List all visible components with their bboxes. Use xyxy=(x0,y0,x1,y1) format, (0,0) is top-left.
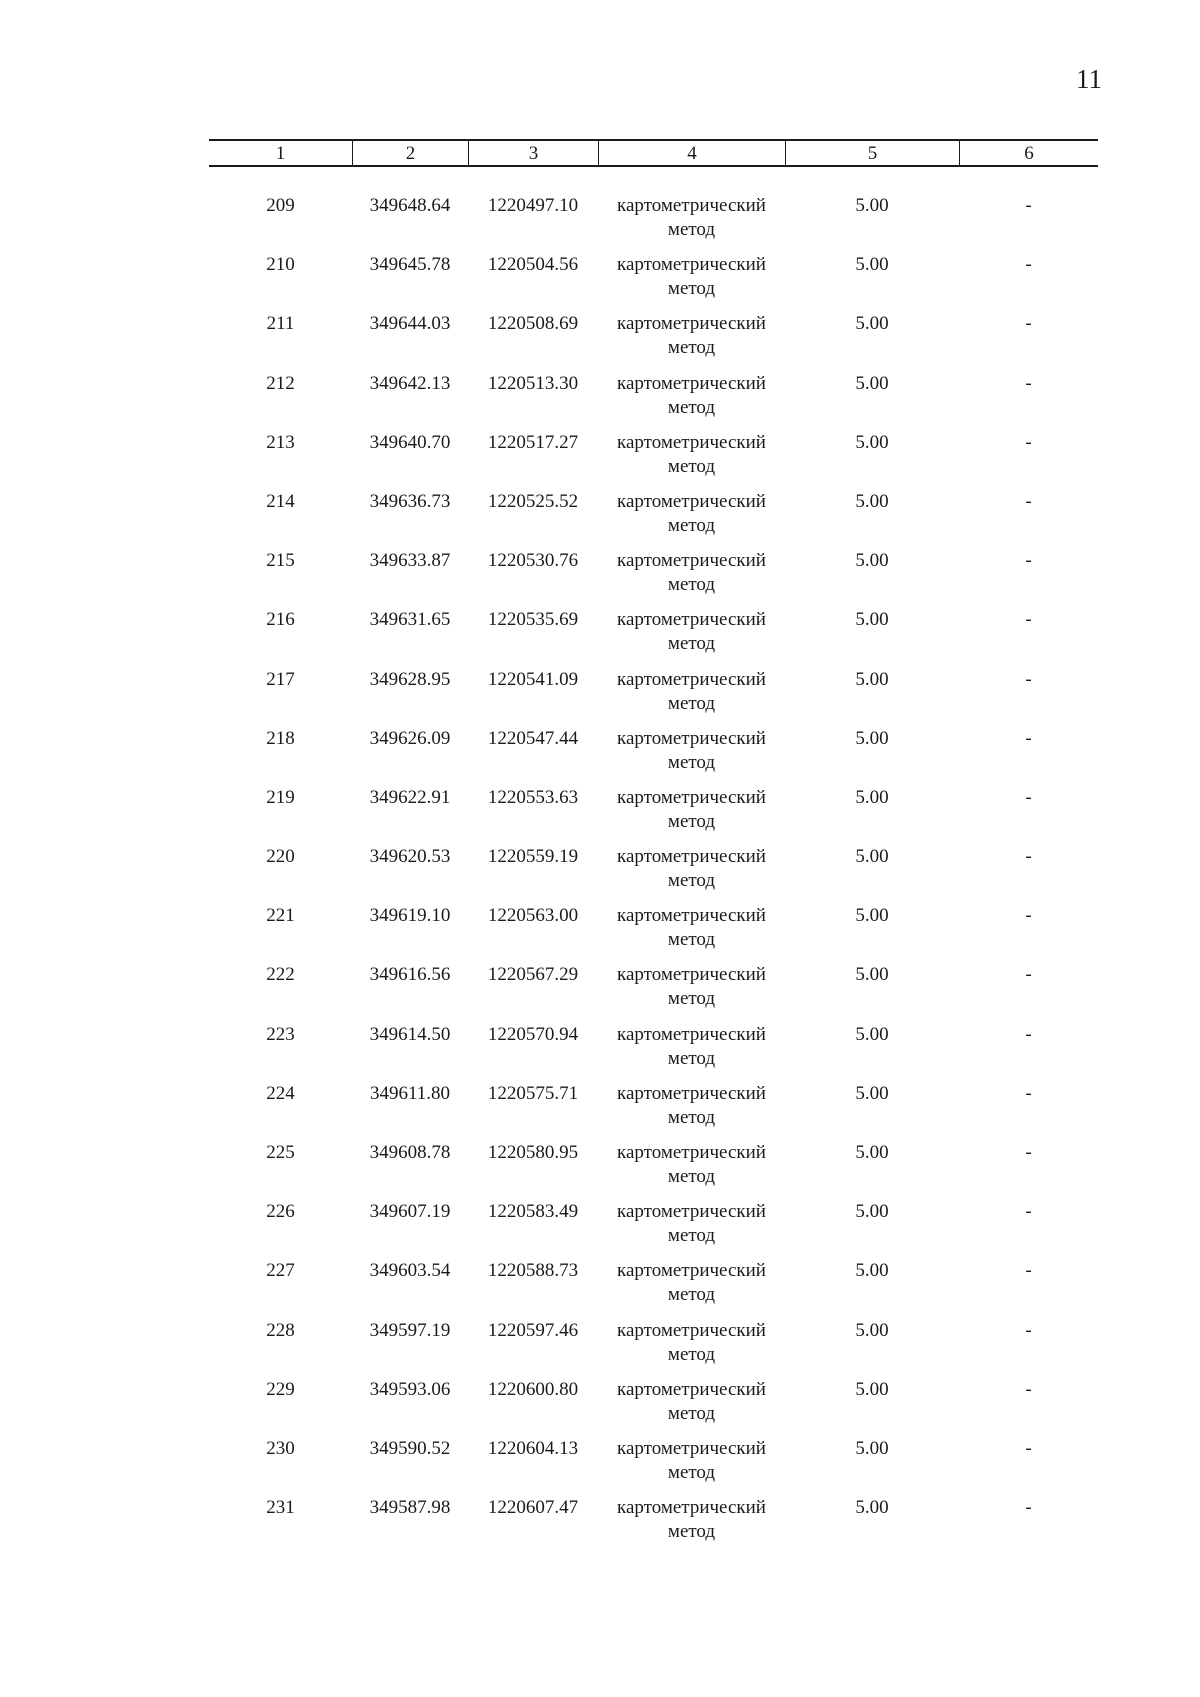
coordinate-y-cell: 1220497.10 xyxy=(487,195,579,216)
coordinate-x-cell: 349636.73 xyxy=(369,490,451,512)
point-number-cell: 228 xyxy=(266,1319,295,1341)
method-line-1: картометрический xyxy=(617,431,766,453)
coordinate-x-cell: 349608.78 xyxy=(369,1142,451,1163)
coordinate-y-cell: 1220583.49 xyxy=(487,1201,579,1223)
method-line-2: метод xyxy=(667,1521,716,1543)
method-line-1: картометрический xyxy=(617,195,766,216)
column-header-5: 5 xyxy=(785,141,959,165)
method-cell xyxy=(598,549,785,608)
method-cell xyxy=(598,1319,785,1378)
coordinate-y-cell: 1220588.73 xyxy=(487,1260,579,1282)
coordinate-y-cell: 1220530.76 xyxy=(487,550,579,572)
note-cell: - xyxy=(1025,964,1032,986)
method-cell xyxy=(598,845,785,904)
coordinate-x-cell: 349648.64 xyxy=(369,195,451,216)
note-cell: - xyxy=(1025,668,1032,690)
column-header-1: 1 xyxy=(275,142,286,164)
accuracy-cell: 5.00 xyxy=(855,1082,889,1104)
coordinate-y-cell: 1220553.63 xyxy=(487,786,579,808)
note-cell: - xyxy=(1025,431,1032,453)
point-number-cell: 216 xyxy=(266,609,295,631)
method-line-2: метод xyxy=(667,1461,716,1483)
method-line-1: картометрический xyxy=(617,1437,766,1459)
method-line-2: метод xyxy=(667,988,716,1010)
method-line-1: картометрический xyxy=(617,786,766,808)
point-number-cell: 219 xyxy=(266,786,295,808)
coordinate-x-cell: 349645.78 xyxy=(369,254,451,276)
method-cell xyxy=(598,253,785,312)
coordinate-y-cell: 1220567.29 xyxy=(487,964,579,986)
coordinate-x-cell: 349597.19 xyxy=(369,1319,451,1341)
point-number-cell: 229 xyxy=(266,1378,295,1400)
coordinate-x-cell: 349619.10 xyxy=(369,905,451,927)
method-cell xyxy=(598,1200,785,1259)
coordinate-y-cell: 1220525.52 xyxy=(487,490,579,512)
method-cell xyxy=(598,727,785,786)
method-cell xyxy=(598,372,785,431)
coordinate-x-cell: 349631.65 xyxy=(369,609,451,631)
column-header-3: 3 xyxy=(468,141,598,165)
coordinate-x-cell: 349628.95 xyxy=(369,668,451,690)
method-cell xyxy=(598,1141,785,1200)
method-line-1: картометрический xyxy=(617,846,766,868)
point-number-cell: 218 xyxy=(266,727,295,749)
method-cell xyxy=(598,1496,785,1555)
point-number-cell: 226 xyxy=(266,1201,295,1223)
table-row xyxy=(209,1023,1098,1082)
coordinate-y-cell: 1220600.80 xyxy=(487,1378,579,1400)
method-line-2: метод xyxy=(667,455,716,477)
point-number-cell: 213 xyxy=(266,431,295,453)
method-line-2: метод xyxy=(667,751,716,773)
accuracy-cell: 5.00 xyxy=(855,846,889,868)
column-header-6: 6 xyxy=(959,141,1098,165)
method-line-1: картометрический xyxy=(617,609,766,631)
method-line-1: картометрический xyxy=(617,313,766,335)
note-cell: - xyxy=(1025,195,1032,216)
table-row xyxy=(209,312,1098,371)
table-row xyxy=(209,786,1098,845)
method-line-1: картометрический xyxy=(617,372,766,394)
coordinate-y-cell: 1220517.27 xyxy=(487,431,579,453)
method-line-1: картометрический xyxy=(617,668,766,690)
method-line-1: картометрический xyxy=(617,1260,766,1282)
coordinate-x-cell: 349590.52 xyxy=(369,1437,451,1459)
point-number-cell: 223 xyxy=(266,1023,295,1045)
coordinate-y-cell: 1220508.69 xyxy=(487,313,579,335)
method-line-2: метод xyxy=(667,1343,716,1365)
accuracy-cell: 5.00 xyxy=(855,431,889,453)
coordinate-x-cell: 349611.80 xyxy=(369,1082,451,1104)
coordinate-x-cell: 349603.54 xyxy=(369,1260,451,1282)
coordinate-y-cell: 1220559.19 xyxy=(487,846,579,868)
table-row xyxy=(209,845,1098,904)
note-cell: - xyxy=(1025,372,1032,394)
note-cell: - xyxy=(1025,1260,1032,1282)
accuracy-cell: 5.00 xyxy=(855,1497,889,1519)
method-cell xyxy=(598,904,785,963)
method-cell xyxy=(598,1082,785,1141)
coordinate-y-cell: 1220580.95 xyxy=(487,1142,579,1163)
coordinate-y-cell: 1220535.69 xyxy=(487,609,579,631)
note-cell: - xyxy=(1025,313,1032,335)
method-line-1: картометрический xyxy=(617,490,766,512)
accuracy-cell: 5.00 xyxy=(855,372,889,394)
accuracy-cell: 5.00 xyxy=(855,668,889,690)
coordinates-table xyxy=(209,139,1098,167)
method-line-1: картометрический xyxy=(617,1023,766,1045)
method-line-2: метод xyxy=(667,396,716,418)
coordinate-y-cell: 1220541.09 xyxy=(487,668,579,690)
table-row xyxy=(209,1378,1098,1437)
method-line-1: картометрический xyxy=(617,1378,766,1400)
coordinate-x-cell: 349622.91 xyxy=(369,786,451,808)
note-cell: - xyxy=(1025,1023,1032,1045)
point-number-cell: 212 xyxy=(266,372,295,394)
method-cell xyxy=(598,312,785,371)
note-cell: - xyxy=(1025,1319,1032,1341)
note-cell: - xyxy=(1025,490,1032,512)
table-row xyxy=(209,1437,1098,1496)
table-row xyxy=(209,490,1098,549)
coordinate-y-cell: 1220607.47 xyxy=(487,1497,579,1519)
point-number-cell: 230 xyxy=(266,1437,295,1459)
point-number-cell: 221 xyxy=(266,905,295,927)
note-cell: - xyxy=(1025,846,1032,868)
note-cell: - xyxy=(1025,1201,1032,1223)
table-row xyxy=(209,194,1098,253)
note-cell: - xyxy=(1025,727,1032,749)
accuracy-cell: 5.00 xyxy=(855,490,889,512)
point-number-cell: 224 xyxy=(266,1082,295,1104)
accuracy-cell: 5.00 xyxy=(855,905,889,927)
method-line-1: картометрический xyxy=(617,964,766,986)
accuracy-cell: 5.00 xyxy=(855,254,889,276)
table-row xyxy=(209,1496,1098,1555)
point-number-cell: 211 xyxy=(266,313,295,335)
table-row xyxy=(209,431,1098,490)
method-line-2: метод xyxy=(667,1166,716,1187)
method-line-2: метод xyxy=(667,514,716,536)
method-cell xyxy=(598,668,785,727)
table-row xyxy=(209,727,1098,786)
note-cell: - xyxy=(1025,254,1032,276)
method-cell xyxy=(598,194,785,253)
point-number-cell: 209 xyxy=(266,195,295,216)
note-cell: - xyxy=(1025,1497,1032,1519)
coordinate-x-cell: 349642.13 xyxy=(369,372,451,394)
method-line-2: метод xyxy=(667,1284,716,1306)
method-line-2: метод xyxy=(667,633,716,655)
method-line-2: метод xyxy=(667,692,716,714)
accuracy-cell: 5.00 xyxy=(855,964,889,986)
table-row xyxy=(209,1200,1098,1259)
method-line-2: метод xyxy=(667,278,716,300)
coordinate-x-cell: 349614.50 xyxy=(369,1023,451,1045)
table-row xyxy=(209,668,1098,727)
method-line-2: метод xyxy=(667,1047,716,1069)
coordinate-y-cell: 1220570.94 xyxy=(487,1023,579,1045)
point-number-cell: 217 xyxy=(266,668,295,690)
page-number: 11 xyxy=(1076,64,1102,94)
method-line-2: метод xyxy=(667,870,716,892)
method-line-2: метод xyxy=(667,574,716,596)
coordinate-x-cell: 349587.98 xyxy=(369,1497,451,1519)
accuracy-cell: 5.00 xyxy=(855,786,889,808)
point-number-cell: 231 xyxy=(266,1497,295,1519)
coordinate-x-cell: 349644.03 xyxy=(369,313,451,335)
note-cell: - xyxy=(1025,609,1032,631)
method-cell xyxy=(598,786,785,845)
accuracy-cell: 5.00 xyxy=(855,195,889,216)
point-number-cell: 215 xyxy=(266,550,295,572)
coordinate-x-cell: 349640.70 xyxy=(369,431,451,453)
table-row xyxy=(209,1319,1098,1378)
coordinate-y-cell: 1220597.46 xyxy=(487,1319,579,1341)
method-cell xyxy=(598,1259,785,1318)
accuracy-cell: 5.00 xyxy=(855,1378,889,1400)
note-cell: - xyxy=(1025,550,1032,572)
method-line-1: картометрический xyxy=(617,1201,766,1223)
method-line-2: метод xyxy=(667,1402,716,1424)
point-number-cell: 220 xyxy=(266,846,295,868)
table-row xyxy=(209,608,1098,667)
coordinate-x-cell: 349626.09 xyxy=(369,727,451,749)
coordinate-x-cell: 349607.19 xyxy=(369,1201,451,1223)
table-row xyxy=(209,904,1098,963)
accuracy-cell: 5.00 xyxy=(855,1260,889,1282)
coordinate-y-cell: 1220513.30 xyxy=(487,372,579,394)
method-line-2: метод xyxy=(667,810,716,832)
table-row xyxy=(209,963,1098,1022)
accuracy-cell: 5.00 xyxy=(855,1142,889,1163)
accuracy-cell: 5.00 xyxy=(855,1437,889,1459)
table-row xyxy=(209,253,1098,312)
table-row xyxy=(209,549,1098,608)
point-number-cell: 214 xyxy=(266,490,295,512)
column-header-4: 4 xyxy=(598,141,785,165)
note-cell: - xyxy=(1025,1437,1032,1459)
coordinate-x-cell: 349616.56 xyxy=(369,964,451,986)
method-line-2: метод xyxy=(667,1106,716,1128)
note-cell: - xyxy=(1025,786,1032,808)
point-number-cell: 210 xyxy=(266,254,295,276)
coordinate-x-cell: 349620.53 xyxy=(369,846,451,868)
method-line-2: метод xyxy=(667,337,716,359)
note-cell: - xyxy=(1025,1082,1032,1104)
note-cell: - xyxy=(1025,905,1032,927)
method-cell xyxy=(598,1378,785,1437)
accuracy-cell: 5.00 xyxy=(855,313,889,335)
coordinate-x-cell: 349633.87 xyxy=(369,550,451,572)
point-number-cell: 225 xyxy=(266,1142,295,1163)
method-cell xyxy=(598,1437,785,1496)
table-header xyxy=(209,139,1098,167)
table-row xyxy=(209,372,1098,431)
table-row xyxy=(209,1082,1098,1141)
method-line-1: картометрический xyxy=(617,254,766,276)
coordinate-y-cell: 1220563.00 xyxy=(487,905,579,927)
accuracy-cell: 5.00 xyxy=(855,550,889,572)
column-header-2: 2 xyxy=(352,141,468,165)
method-line-1: картометрический xyxy=(617,905,766,927)
method-line-1: картометрический xyxy=(617,1497,766,1519)
table-row xyxy=(209,1141,1098,1200)
point-number-cell: 222 xyxy=(266,964,295,986)
note-cell: - xyxy=(1025,1378,1032,1400)
accuracy-cell: 5.00 xyxy=(855,1201,889,1223)
table-body xyxy=(209,194,1098,1555)
method-cell xyxy=(598,963,785,1022)
method-line-1: картометрический xyxy=(617,1142,766,1163)
accuracy-cell: 5.00 xyxy=(855,727,889,749)
coordinate-y-cell: 1220504.56 xyxy=(487,254,579,276)
method-line-2: метод xyxy=(667,929,716,951)
coordinate-x-cell: 349593.06 xyxy=(369,1378,451,1400)
method-cell xyxy=(598,608,785,667)
table-row xyxy=(209,1259,1098,1318)
accuracy-cell: 5.00 xyxy=(855,1023,889,1045)
method-line-2: метод xyxy=(667,219,716,240)
coordinate-y-cell: 1220575.71 xyxy=(487,1082,579,1104)
coordinate-y-cell: 1220604.13 xyxy=(487,1437,579,1459)
method-line-1: картометрический xyxy=(617,1082,766,1104)
method-cell xyxy=(598,431,785,490)
method-cell xyxy=(598,490,785,549)
accuracy-cell: 5.00 xyxy=(855,1319,889,1341)
note-cell: - xyxy=(1025,1142,1032,1163)
method-line-1: картометрический xyxy=(617,550,766,572)
method-line-1: картометрический xyxy=(617,727,766,749)
coordinate-y-cell: 1220547.44 xyxy=(487,727,579,749)
method-line-2: метод xyxy=(667,1225,716,1247)
method-line-1: картометрический xyxy=(617,1319,766,1341)
point-number-cell: 227 xyxy=(266,1260,295,1282)
method-cell xyxy=(598,1023,785,1082)
accuracy-cell: 5.00 xyxy=(855,609,889,631)
